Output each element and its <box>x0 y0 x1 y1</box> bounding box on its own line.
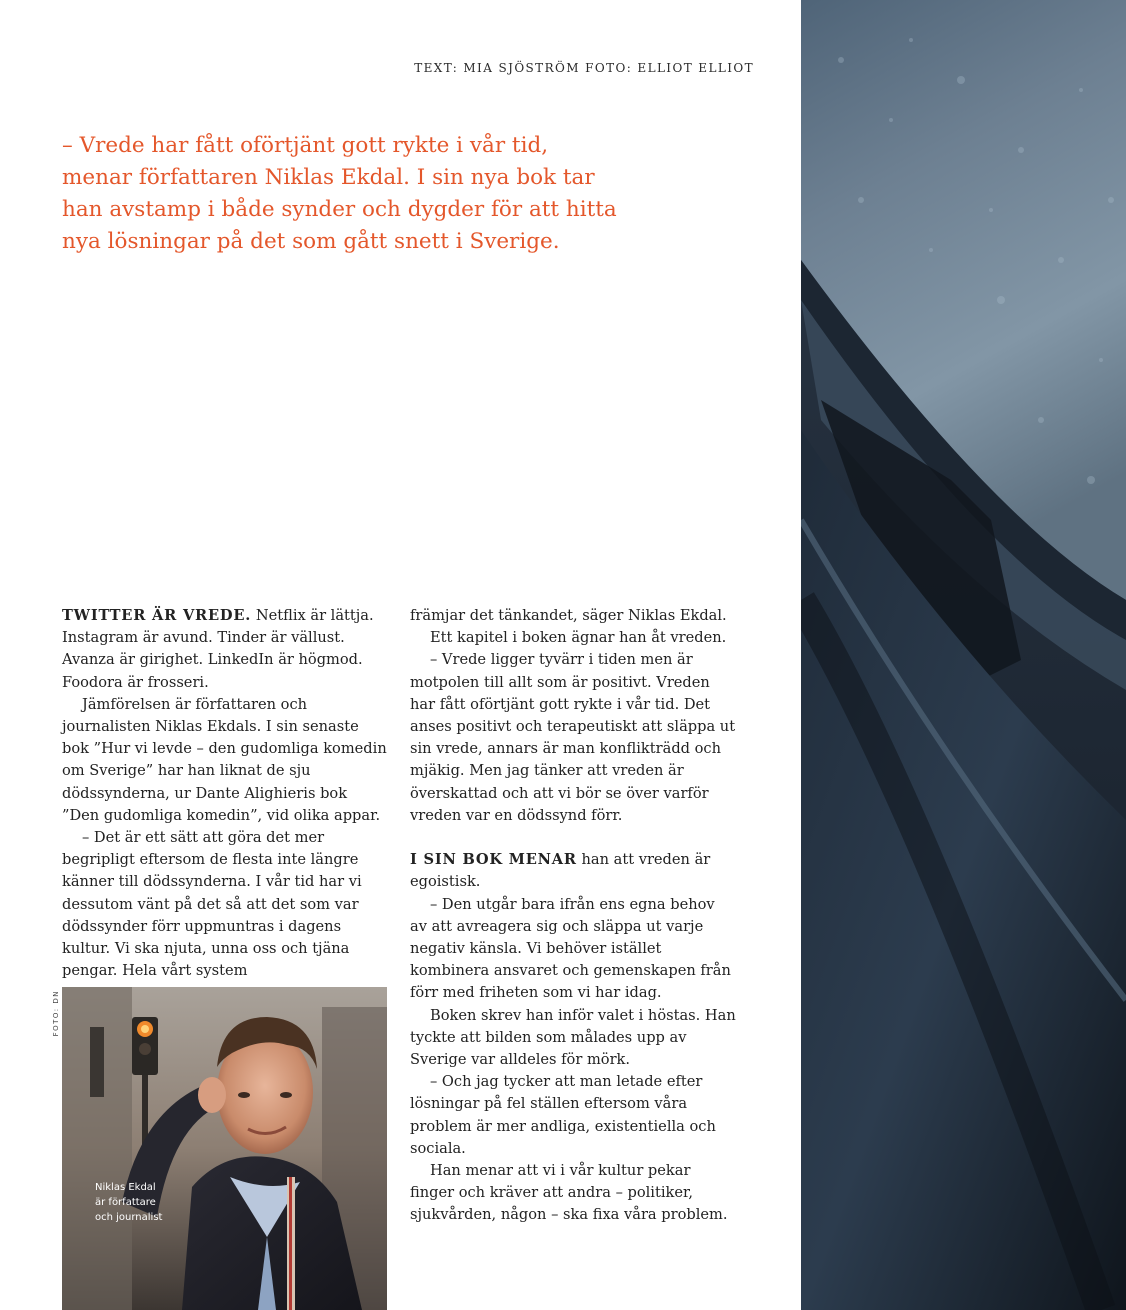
byline-credit: TEXT: MIA SJÖSTRÖM FOTO: ELLIOT ELLIOT <box>414 61 754 75</box>
ingress-line: nya lösningar på det som gått snett i Sverige. <box>62 229 560 254</box>
paragraph: Jämförelsen är författaren och journalisten Niklas Ekdals. I sin senaste bok ”Hur vi levde – den gudomliga komedin om Sverige” har han liknat de sju dödssynderna, ur Dante Alighieris bok ”Den gudomliga komedin”, vid olika appar. <box>62 695 387 824</box>
paragraph: Ett kapitel i boken ägnar han åt vreden. <box>430 629 727 647</box>
paragraph-text: han att vreden är egoistisk. <box>410 851 711 891</box>
portrait-photo <box>62 987 387 1310</box>
body-column-left <box>62 605 388 982</box>
body-column-right <box>410 605 736 1227</box>
paragraph-text: Netflix är lättja. Instagram är avund. Tinder är vällust. Avanza är girighet. LinkedIn är högmod. Foodora är frosseri. <box>62 607 374 691</box>
paragraph: Boken skrev han inför valet i höstas. Han tyckte att bilden som målades upp av Sverige var alldeles för mörk. <box>410 1006 736 1069</box>
paragraph <box>410 849 736 893</box>
paragraph: – Den utgår bara ifrån ens egna behov av att avreagera sig och släppa ut varje negativ känsla. Vi behöver istället kombinera ansvaret och gemenskapen från förr med friheten som vi har idag. <box>410 895 731 1002</box>
caption-line: är författare <box>95 1197 156 1208</box>
photo-credit: FOTO: DN <box>52 990 60 1037</box>
photo-caption <box>95 1180 162 1225</box>
paragraph: Han menar att vi i vår kultur pekar finger och kräver att andra – politiker, sjukvården, någon – ska fixa våra problem. <box>410 1162 728 1224</box>
paragraph: främjar det tänkandet, säger Niklas Ekdal. <box>410 607 727 624</box>
paragraph <box>62 605 388 694</box>
paragraph: – Och jag tycker att man letade efter lösningar på fel ställen eftersom våra problem är mer andliga, existentiella och sociala. <box>410 1073 716 1157</box>
lead-in: I SIN BOK MENAR <box>410 851 577 869</box>
paragraph: – Det är ett sätt att göra det mer begripligt eftersom de flesta inte längre känner till dödssynderna. I vår tid har vi dessutom vänt på det så att det som var dödssynder förr uppmuntras i dagens kultur. Vi ska njuta, unna oss och tjäna pengar. Hela vårt system <box>62 829 362 980</box>
ingress <box>62 130 702 258</box>
caption-line: Niklas Ekdal <box>95 1182 156 1193</box>
headline <box>58 292 709 612</box>
paragraph: – Vrede ligger tyvärr i tiden men är motpolen till allt som är positivt. Vreden har fått oförtjänt gott rykte i vår tid. Det anses positivt och terapeutiskt att släppa ut sin vrede, annars är man konflikträdd och mjäkig. Men jag tänker att vreden är överskattad och att vi bör se över varför vreden var en dödssynd förr. <box>410 651 736 824</box>
ingress-line: menar författaren Niklas Ekdal. I sin nya bok tar <box>62 165 595 190</box>
ingress-line: – Vrede har fått oförtjänt gott rykte i vår tid, <box>62 133 549 158</box>
portrait-illustration <box>62 987 387 1310</box>
lead-in: TWITTER ÄR VREDE. <box>62 607 252 624</box>
headline-line <box>58 452 709 612</box>
caption-line: och journalist <box>95 1212 163 1223</box>
headline-line <box>58 292 709 452</box>
side-photo <box>801 0 1126 1310</box>
ingress-line: han avstamp i både synder och dygder för att hitta <box>62 197 617 222</box>
windshield-illustration <box>801 0 1126 1310</box>
